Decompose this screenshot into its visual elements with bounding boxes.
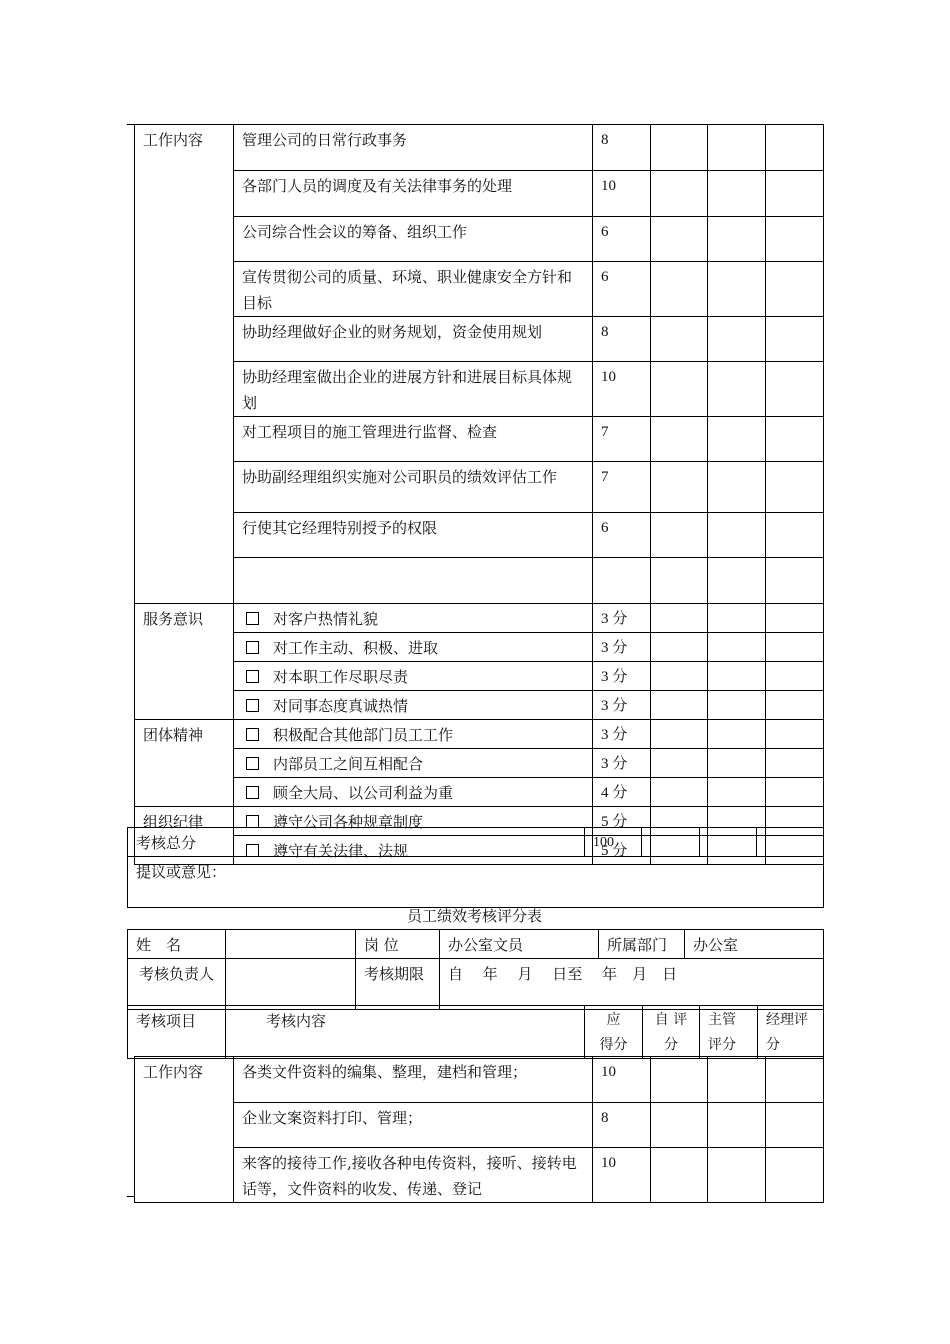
table-row: [135, 720, 824, 749]
supervisor-score-cell[interactable]: [708, 691, 766, 720]
criterion-text: 对工作主动、积极、进取: [273, 639, 439, 657]
score-value: 10: [593, 362, 651, 417]
score-value: 3 分: [593, 749, 651, 778]
column-header-table: [127, 1005, 824, 1059]
appraisal-table-upper: [134, 124, 824, 865]
supervisor-score-cell[interactable]: [708, 1057, 766, 1103]
manager-score-cell[interactable]: [766, 604, 824, 633]
table-row: [135, 1148, 824, 1203]
table-row: [135, 171, 824, 217]
criterion-text: 协助经理做好企业的财务规划，资金使用规划: [234, 317, 593, 362]
manager-score-cell[interactable]: [766, 317, 824, 362]
supervisor-score-cell[interactable]: [708, 513, 766, 558]
criterion-text: 对本职工作尽职尽责: [273, 668, 409, 686]
self-score-cell[interactable]: [651, 691, 708, 720]
self-score-cell[interactable]: [651, 317, 708, 362]
content-header: 考核内容: [226, 1006, 585, 1059]
score-value: 8: [593, 317, 651, 362]
table-row: [135, 217, 824, 262]
criterion-text: 各部门人员的调度及有关法律事务的处理: [234, 171, 593, 217]
total-table: [127, 827, 824, 908]
score-value: 3 分: [593, 662, 651, 691]
position-label: 岗 位: [356, 930, 440, 959]
score-value: 10: [593, 171, 651, 217]
criterion-text: 对同事态度真诚热情: [273, 697, 409, 715]
supervisor-score-cell[interactable]: [708, 749, 766, 778]
score-value: 6: [593, 513, 651, 558]
criterion-text: 管理公司的日常行政事务: [234, 125, 593, 171]
supervisor-score-cell[interactable]: [708, 633, 766, 662]
score-value: 8: [593, 125, 651, 171]
self-score-cell[interactable]: [651, 171, 708, 217]
appraisal-table-lower: [134, 1056, 824, 1203]
table-row: [135, 633, 824, 662]
self-score-cell[interactable]: [651, 1148, 708, 1203]
due-score-header: 应 得分: [585, 1006, 643, 1059]
manager-score-cell[interactable]: [766, 1103, 824, 1148]
manager-score-cell[interactable]: [766, 633, 824, 662]
self-score-cell[interactable]: [651, 558, 708, 604]
self-score-cell[interactable]: [651, 417, 708, 462]
manager-score-cell[interactable]: [766, 1148, 824, 1203]
table-row: [135, 1103, 824, 1148]
table-row: [135, 125, 824, 171]
table-row: [135, 558, 824, 604]
supervisor-score-cell[interactable]: [708, 462, 766, 513]
supervisor-score-cell[interactable]: [708, 778, 766, 807]
score-value: 4 分: [593, 778, 651, 807]
supervisor-total-cell[interactable]: [700, 828, 757, 857]
manager-score-cell[interactable]: [766, 720, 824, 749]
manager-score-cell[interactable]: [766, 262, 824, 317]
manager-total-cell[interactable]: [757, 828, 824, 857]
table-row: [135, 778, 824, 807]
supervisor-score-cell[interactable]: [708, 362, 766, 417]
criterion-text: 行使其它经理特别授予的权限: [234, 513, 593, 558]
score-value: 10: [593, 1057, 651, 1103]
manager-score-cell[interactable]: [766, 662, 824, 691]
criterion-text: 公司综合性会议的筹备、组织工作: [234, 217, 593, 262]
score-value: 3 分: [593, 720, 651, 749]
self-score-cell[interactable]: [651, 1103, 708, 1148]
suggestion-field[interactable]: [128, 857, 824, 908]
self-score-cell[interactable]: [651, 778, 708, 807]
score-value: [593, 558, 651, 604]
self-score-cell[interactable]: [651, 1057, 708, 1103]
manager-score-cell[interactable]: [766, 558, 824, 604]
category-work-content: 工作内容: [135, 1057, 234, 1203]
manager-score-cell[interactable]: [766, 362, 824, 417]
score-value: 3 分: [593, 691, 651, 720]
table-row: [135, 604, 824, 633]
self-score-header: 自 评分: [643, 1006, 700, 1059]
checkbox[interactable]: [246, 786, 259, 799]
score-value: 3 分: [593, 633, 651, 662]
checkbox[interactable]: [246, 757, 259, 770]
suggestion-label: 提议或意见：: [136, 863, 227, 881]
table-row: [135, 662, 824, 691]
self-score-cell[interactable]: [651, 749, 708, 778]
score-value: 5 分: [593, 807, 651, 836]
manager-score-cell[interactable]: [766, 417, 824, 462]
score-value: 7: [593, 417, 651, 462]
supervisor-score-cell[interactable]: [708, 317, 766, 362]
supervisor-score-cell[interactable]: [708, 217, 766, 262]
criterion-text: 顾全大局、以公司利益为重: [273, 784, 454, 802]
manager-score-cell[interactable]: [766, 749, 824, 778]
department-value: 办公室: [685, 930, 824, 959]
period-label: 考核期限: [356, 959, 440, 1010]
self-score-cell[interactable]: [651, 720, 708, 749]
criterion-text: 各类文件资料的编集、整理，建档和管理；: [234, 1057, 593, 1103]
name-label: 姓 名: [128, 930, 226, 959]
supervisor-score-cell[interactable]: [708, 262, 766, 317]
supervisor-score-cell[interactable]: [708, 720, 766, 749]
self-score-cell[interactable]: [651, 262, 708, 317]
checkbox[interactable]: [246, 728, 259, 741]
checkbox[interactable]: [246, 699, 259, 712]
criterion-text: 来客的接待工作,接收各种电传资料，接听、接转电话等，文件资料的收发、传递、登记: [234, 1148, 593, 1203]
manager-score-cell[interactable]: [766, 1057, 824, 1103]
self-score-cell[interactable]: [651, 462, 708, 513]
self-score-cell[interactable]: [651, 662, 708, 691]
category-service: 服务意识: [135, 604, 234, 720]
criterion-text: 遵守有关法律、法规: [273, 842, 409, 860]
table-row: [135, 262, 824, 317]
table-row: [135, 1057, 824, 1103]
table-row: [135, 513, 824, 558]
supervisor-score-cell[interactable]: [708, 417, 766, 462]
header-table: [127, 929, 824, 1010]
name-field[interactable]: [226, 930, 356, 959]
supervisor-score-cell[interactable]: [708, 171, 766, 217]
criterion-text: [234, 558, 593, 604]
manager-score-cell[interactable]: [766, 778, 824, 807]
total-label: 考核总分: [128, 828, 585, 857]
reviewer-field[interactable]: [226, 959, 356, 1010]
score-value: 8: [593, 1103, 651, 1148]
criterion-text: 遵守公司各种规章制度: [273, 813, 424, 831]
criterion-text: 协助副经理组织实施对公司职员的绩效评估工作: [234, 462, 593, 513]
score-value: 5 分: [593, 836, 651, 865]
score-value: 10: [593, 1148, 651, 1203]
supervisor-score-cell[interactable]: [708, 1148, 766, 1203]
self-score-cell[interactable]: [651, 633, 708, 662]
category-work-content: 工作内容: [135, 125, 234, 604]
reviewer-label: 考核负责人: [128, 959, 226, 1010]
table-row: [135, 749, 824, 778]
supervisor-score-cell[interactable]: [708, 125, 766, 171]
manager-score-cell[interactable]: [766, 513, 824, 558]
supervisor-score-cell[interactable]: [708, 662, 766, 691]
manager-score-cell[interactable]: [766, 125, 824, 171]
score-value: 3 分: [593, 604, 651, 633]
checkbox[interactable]: [246, 641, 259, 654]
score-value: 6: [593, 262, 651, 317]
table-row: [135, 462, 824, 513]
supervisor-score-cell[interactable]: [708, 604, 766, 633]
category-team-spirit: 团体精神: [135, 720, 234, 807]
criterion-text: 企业文案资料打印、管理；: [234, 1103, 593, 1148]
score-value: 6: [593, 217, 651, 262]
self-score-cell[interactable]: [651, 513, 708, 558]
manager-score-cell[interactable]: [766, 462, 824, 513]
checkbox[interactable]: [246, 670, 259, 683]
criterion-text: 协助经理室做出企业的进展方针和进展目标具体规划: [234, 362, 593, 417]
manager-score-cell[interactable]: [766, 217, 824, 262]
total-score: 100: [585, 828, 642, 857]
self-total-cell[interactable]: [642, 828, 700, 857]
self-score-cell[interactable]: [651, 604, 708, 633]
criterion-text: 积极配合其他部门员工工作: [273, 726, 454, 744]
self-score-cell[interactable]: [651, 362, 708, 417]
table-row: [135, 317, 824, 362]
self-score-cell[interactable]: [651, 125, 708, 171]
form-title: 员工绩效考核评分表: [406, 907, 542, 925]
supervisor-score-cell[interactable]: [708, 1103, 766, 1148]
criterion-text: 对客户热情礼貌: [273, 610, 379, 628]
criterion-text: 宣传贯彻公司的质量、环境、职业健康安全方针和目标: [234, 262, 593, 317]
manager-score-cell[interactable]: [766, 171, 824, 217]
manager-score-header: 经理评分: [758, 1006, 824, 1059]
category-discipline: 组织纪律: [135, 807, 234, 865]
manager-score-cell[interactable]: [766, 691, 824, 720]
checkbox[interactable]: [246, 612, 259, 625]
position-value: 办公室文员: [440, 930, 599, 959]
score-value: 7: [593, 462, 651, 513]
supervisor-score-header: 主管评分: [700, 1006, 758, 1059]
period-value: 自 年 月 日至 年 月 日: [440, 959, 824, 1010]
table-row: [135, 362, 824, 417]
self-score-cell[interactable]: [651, 217, 708, 262]
table-row: [135, 691, 824, 720]
table-row: [135, 417, 824, 462]
department-label: 所属部门: [599, 930, 685, 959]
supervisor-score-cell[interactable]: [708, 558, 766, 604]
criterion-text: 对工程项目的施工管理进行监督、检查: [234, 417, 593, 462]
criterion-text: 内部员工之间互相配合: [273, 755, 424, 773]
item-header: 考核项目: [128, 1006, 226, 1059]
